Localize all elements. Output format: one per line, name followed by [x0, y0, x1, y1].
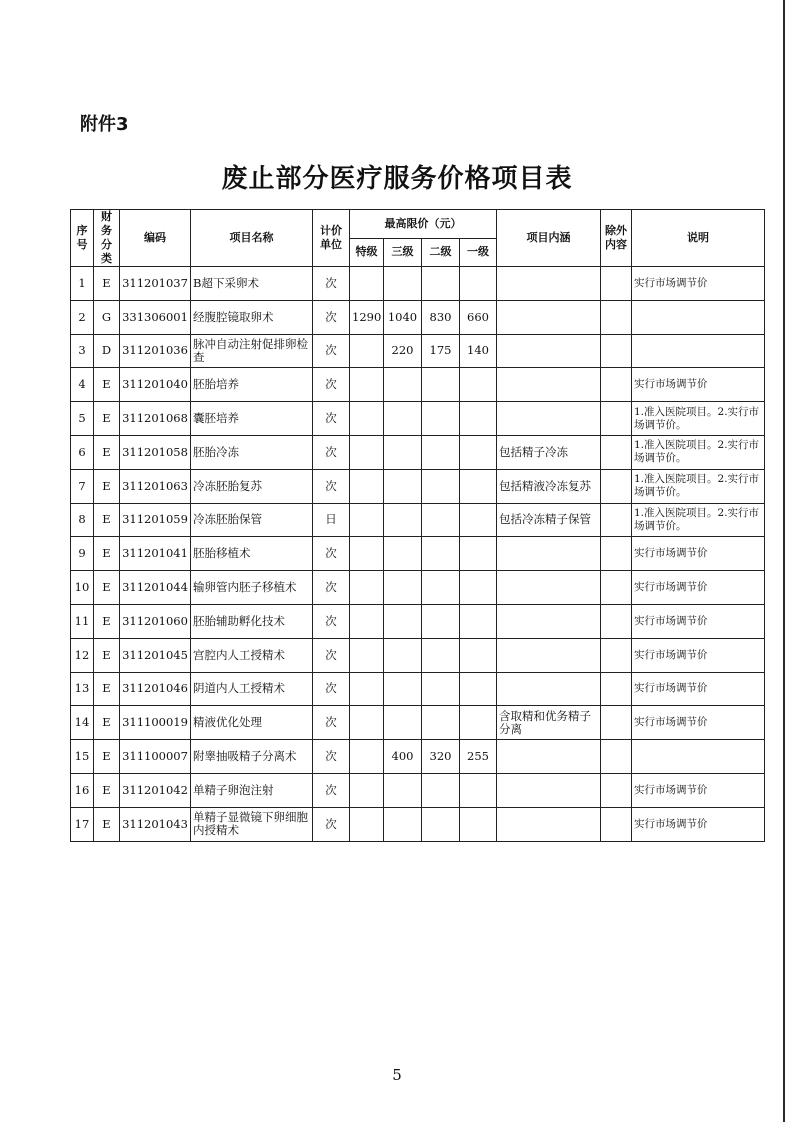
cell-finance-category: E — [94, 604, 120, 638]
cell-seq: 8 — [71, 503, 94, 537]
cell-price-level-2 — [422, 571, 460, 605]
cell-code: 311201043 — [120, 807, 191, 841]
cell-code: 311201036 — [120, 334, 191, 368]
cell-finance-category: G — [94, 300, 120, 334]
cell-price-level-1 — [460, 571, 497, 605]
cell-price-level-3 — [384, 469, 422, 503]
cell-item-name: 胚胎移植术 — [191, 537, 313, 571]
cell-seq: 7 — [71, 469, 94, 503]
page-title: 废止部分医疗服务价格项目表 — [221, 164, 573, 194]
cell-finance-category: E — [94, 638, 120, 672]
header-except: 除外内容 — [601, 210, 632, 267]
cell-price-level-3: 1040 — [384, 300, 422, 334]
table-row — [71, 740, 765, 774]
cell-seq: 9 — [71, 537, 94, 571]
cell-except — [601, 638, 632, 672]
cell-content: 含取精和优务精子分离 — [497, 706, 601, 740]
cell-item-name: 附睾抽吸精子分离术 — [191, 740, 313, 774]
header-special-level: 特级 — [350, 238, 384, 267]
table-row — [71, 368, 765, 402]
cell-seq: 14 — [71, 706, 94, 740]
cell-price-level-2 — [422, 537, 460, 571]
cell-seq: 3 — [71, 334, 94, 368]
cell-price-level-2 — [422, 706, 460, 740]
cell-price-level-3 — [384, 773, 422, 807]
cell-except — [601, 368, 632, 402]
cell-content — [497, 571, 601, 605]
cell-content — [497, 807, 601, 841]
cell-except — [601, 503, 632, 537]
header-finance-category: 财务分类 — [94, 210, 120, 267]
cell-code: 311201059 — [120, 503, 191, 537]
cell-item-name: 单精子显微镜下卵细胞内授精术 — [191, 807, 313, 841]
cell-seq: 10 — [71, 571, 94, 605]
cell-finance-category: E — [94, 267, 120, 301]
cell-note: 1.准入医院项目。2.实行市场调节价。 — [632, 503, 765, 537]
cell-price-level-2 — [422, 368, 460, 402]
cell-price-level-3 — [384, 604, 422, 638]
cell-note — [632, 740, 765, 774]
cell-seq: 4 — [71, 368, 94, 402]
cell-unit: 次 — [313, 638, 350, 672]
cell-except — [601, 402, 632, 436]
table-row — [71, 402, 765, 436]
cell-price-level-3 — [384, 706, 422, 740]
cell-price-special — [350, 368, 384, 402]
page-number: 5 — [392, 1066, 402, 1084]
cell-price-level-1 — [460, 604, 497, 638]
cell-price-level-1 — [460, 469, 497, 503]
cell-code: 311201046 — [120, 672, 191, 706]
table-row — [71, 503, 765, 537]
header-level-2: 二级 — [422, 238, 460, 267]
table-row — [71, 604, 765, 638]
cell-seq: 13 — [71, 672, 94, 706]
cell-seq: 17 — [71, 807, 94, 841]
cell-item-name: 脉冲自动注射促排卵检查 — [191, 334, 313, 368]
header-unit: 计价单位 — [313, 210, 350, 267]
cell-price-level-1 — [460, 672, 497, 706]
cell-unit: 次 — [313, 300, 350, 334]
cell-finance-category: D — [94, 334, 120, 368]
cell-price-level-1 — [460, 503, 497, 537]
cell-unit: 次 — [313, 368, 350, 402]
cell-price-level-2 — [422, 773, 460, 807]
cell-except — [601, 571, 632, 605]
cell-price-level-2 — [422, 435, 460, 469]
cell-unit: 次 — [313, 740, 350, 774]
cell-price-level-1: 660 — [460, 300, 497, 334]
cell-content — [497, 334, 601, 368]
cell-content — [497, 300, 601, 334]
cell-seq: 12 — [71, 638, 94, 672]
cell-unit: 次 — [313, 537, 350, 571]
cell-price-level-1: 140 — [460, 334, 497, 368]
cell-price-level-3 — [384, 267, 422, 301]
cell-finance-category: E — [94, 773, 120, 807]
cell-content — [497, 773, 601, 807]
cell-price-level-3 — [384, 638, 422, 672]
table-row — [71, 672, 765, 706]
cell-price-level-1 — [460, 807, 497, 841]
cell-price-level-3 — [384, 503, 422, 537]
cell-content: 包括精子冷冻 — [497, 435, 601, 469]
cell-content — [497, 402, 601, 436]
cell-except — [601, 537, 632, 571]
cell-content — [497, 537, 601, 571]
cell-except — [601, 604, 632, 638]
cell-except — [601, 740, 632, 774]
cell-finance-category: E — [94, 503, 120, 537]
cell-code: 311201044 — [120, 571, 191, 605]
cell-price-level-1 — [460, 537, 497, 571]
cell-content: 包括冷冻精子保管 — [497, 503, 601, 537]
cell-note: 实行市场调节价 — [632, 604, 765, 638]
cell-seq: 5 — [71, 402, 94, 436]
cell-price-level-3 — [384, 537, 422, 571]
cell-item-name: 宫腔内人工授精术 — [191, 638, 313, 672]
cell-seq: 6 — [71, 435, 94, 469]
cell-except — [601, 706, 632, 740]
cell-item-name: 冷冻胚胎保管 — [191, 503, 313, 537]
cell-finance-category: E — [94, 706, 120, 740]
cell-note: 实行市场调节价 — [632, 368, 765, 402]
header-code: 编码 — [120, 210, 191, 267]
cell-unit: 次 — [313, 571, 350, 605]
cell-item-name: 输卵管内胚子移植术 — [191, 571, 313, 605]
cell-item-name: 胚胎辅助孵化技术 — [191, 604, 313, 638]
cell-price-special — [350, 638, 384, 672]
cell-price-special — [350, 469, 384, 503]
table-row — [71, 469, 765, 503]
cell-code: 311201058 — [120, 435, 191, 469]
cell-except — [601, 334, 632, 368]
cell-unit: 次 — [313, 706, 350, 740]
cell-note: 实行市场调节价 — [632, 267, 765, 301]
cell-note — [632, 334, 765, 368]
header-max-price: 最高限价（元） — [350, 210, 497, 239]
cell-price-level-3 — [384, 672, 422, 706]
cell-price-special — [350, 740, 384, 774]
cell-price-level-1: 255 — [460, 740, 497, 774]
cell-note: 1.准入医院项目。2.实行市场调节价。 — [632, 402, 765, 436]
cell-content — [497, 604, 601, 638]
cell-except — [601, 807, 632, 841]
cell-code: 311201060 — [120, 604, 191, 638]
cell-content — [497, 672, 601, 706]
cell-content: 包括精液冷冻复苏 — [497, 469, 601, 503]
cell-price-level-1 — [460, 706, 497, 740]
cell-price-level-3 — [384, 368, 422, 402]
cell-price-level-2: 320 — [422, 740, 460, 774]
cell-price-special — [350, 503, 384, 537]
cell-price-level-1 — [460, 402, 497, 436]
cell-code: 311201037 — [120, 267, 191, 301]
cell-price-special — [350, 267, 384, 301]
cell-price-special — [350, 435, 384, 469]
cell-note — [632, 300, 765, 334]
cell-note: 1.准入医院项目。2.实行市场调节价。 — [632, 435, 765, 469]
header-level-1: 一级 — [460, 238, 497, 267]
cell-content — [497, 638, 601, 672]
cell-price-level-3 — [384, 571, 422, 605]
table-row — [71, 706, 765, 740]
header-item-name: 项目名称 — [191, 210, 313, 267]
cell-price-special — [350, 402, 384, 436]
cell-price-level-1 — [460, 638, 497, 672]
header-seq: 序号 — [71, 210, 94, 267]
cell-price-level-2 — [422, 469, 460, 503]
cell-except — [601, 469, 632, 503]
cell-price-level-3 — [384, 435, 422, 469]
cell-price-level-2 — [422, 604, 460, 638]
cell-price-special — [350, 672, 384, 706]
cell-price-level-2 — [422, 638, 460, 672]
header-content: 项目内涵 — [497, 210, 601, 267]
cell-item-name: 胚胎冷冻 — [191, 435, 313, 469]
cell-except — [601, 672, 632, 706]
cell-code: 311201068 — [120, 402, 191, 436]
cell-item-name: B超下采卵术 — [191, 267, 313, 301]
cell-price-level-2 — [422, 503, 460, 537]
header-level-3: 三级 — [384, 238, 422, 267]
cell-seq: 1 — [71, 267, 94, 301]
cell-content — [497, 740, 601, 774]
cell-except — [601, 300, 632, 334]
cell-item-name: 单精子卵泡注射 — [191, 773, 313, 807]
cell-price-level-2: 830 — [422, 300, 460, 334]
cell-unit: 次 — [313, 604, 350, 638]
cell-price-level-1 — [460, 435, 497, 469]
cell-price-level-3 — [384, 807, 422, 841]
cell-finance-category: E — [94, 672, 120, 706]
cell-unit: 次 — [313, 435, 350, 469]
cell-unit: 日 — [313, 503, 350, 537]
table-row — [71, 334, 765, 368]
cell-code: 311100007 — [120, 740, 191, 774]
cell-price-special — [350, 604, 384, 638]
header-note: 说明 — [632, 210, 765, 267]
cell-code: 311201045 — [120, 638, 191, 672]
table-row — [71, 300, 765, 334]
cell-price-level-2: 175 — [422, 334, 460, 368]
cell-unit: 次 — [313, 773, 350, 807]
cell-price-level-2 — [422, 807, 460, 841]
table-row — [71, 807, 765, 841]
cell-note: 实行市场调节价 — [632, 672, 765, 706]
cell-item-name: 囊胚培养 — [191, 402, 313, 436]
cell-code: 331306001 — [120, 300, 191, 334]
cell-price-level-3: 220 — [384, 334, 422, 368]
cell-note: 实行市场调节价 — [632, 571, 765, 605]
cell-price-special — [350, 537, 384, 571]
price-items-table — [70, 209, 765, 842]
cell-except — [601, 435, 632, 469]
cell-note: 实行市场调节价 — [632, 537, 765, 571]
cell-item-name: 胚胎培养 — [191, 368, 313, 402]
cell-content — [497, 368, 601, 402]
cell-price-level-1 — [460, 773, 497, 807]
cell-unit: 次 — [313, 469, 350, 503]
cell-content — [497, 267, 601, 301]
table-row — [71, 267, 765, 301]
table-row — [71, 571, 765, 605]
cell-seq: 15 — [71, 740, 94, 774]
cell-price-special: 1290 — [350, 300, 384, 334]
cell-note: 实行市场调节价 — [632, 773, 765, 807]
cell-price-level-2 — [422, 267, 460, 301]
attachment-label: 附件3 — [80, 114, 129, 135]
cell-finance-category: E — [94, 537, 120, 571]
cell-note: 实行市场调节价 — [632, 807, 765, 841]
cell-finance-category: E — [94, 435, 120, 469]
table-body — [71, 267, 765, 842]
cell-code: 311201063 — [120, 469, 191, 503]
cell-price-level-1 — [460, 267, 497, 301]
cell-item-name: 阴道内人工授精术 — [191, 672, 313, 706]
cell-unit: 次 — [313, 807, 350, 841]
cell-seq: 16 — [71, 773, 94, 807]
cell-unit: 次 — [313, 267, 350, 301]
cell-finance-category: E — [94, 807, 120, 841]
cell-price-level-2 — [422, 672, 460, 706]
cell-unit: 次 — [313, 402, 350, 436]
cell-unit: 次 — [313, 334, 350, 368]
table-row — [71, 638, 765, 672]
cell-item-name: 冷冻胚胎复苏 — [191, 469, 313, 503]
cell-seq: 2 — [71, 300, 94, 334]
cell-item-name: 精液优化处理 — [191, 706, 313, 740]
cell-note: 实行市场调节价 — [632, 638, 765, 672]
cell-except — [601, 773, 632, 807]
cell-seq: 11 — [71, 604, 94, 638]
cell-price-level-3 — [384, 402, 422, 436]
cell-finance-category: E — [94, 740, 120, 774]
cell-code: 311201040 — [120, 368, 191, 402]
cell-price-special — [350, 706, 384, 740]
cell-price-level-2 — [422, 402, 460, 436]
cell-code: 311100019 — [120, 706, 191, 740]
cell-unit: 次 — [313, 672, 350, 706]
cell-price-level-1 — [460, 368, 497, 402]
cell-except — [601, 267, 632, 301]
table-row — [71, 537, 765, 571]
table-row — [71, 773, 765, 807]
cell-note: 1.准入医院项目。2.实行市场调节价。 — [632, 469, 765, 503]
cell-price-special — [350, 334, 384, 368]
cell-price-special — [350, 571, 384, 605]
cell-finance-category: E — [94, 571, 120, 605]
cell-price-special — [350, 807, 384, 841]
cell-price-level-3: 400 — [384, 740, 422, 774]
cell-note: 实行市场调节价 — [632, 706, 765, 740]
table-row — [71, 435, 765, 469]
cell-finance-category: E — [94, 469, 120, 503]
cell-code: 311201041 — [120, 537, 191, 571]
cell-item-name: 经腹腔镜取卵术 — [191, 300, 313, 334]
cell-finance-category: E — [94, 402, 120, 436]
cell-finance-category: E — [94, 368, 120, 402]
cell-code: 311201042 — [120, 773, 191, 807]
cell-price-special — [350, 773, 384, 807]
